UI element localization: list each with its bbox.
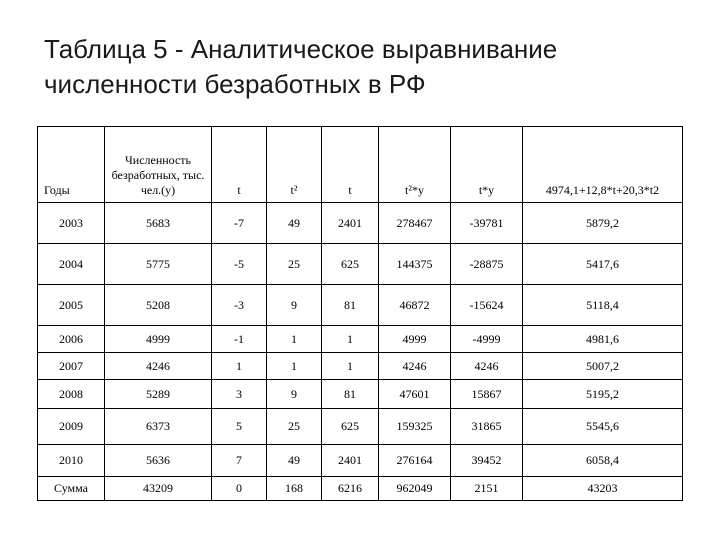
cell-y: 5289 bbox=[105, 380, 212, 409]
cell-trend: 5118,4 bbox=[523, 285, 683, 326]
title-line-2: численности безработных в РФ bbox=[44, 69, 426, 99]
cell-t4: 625 bbox=[322, 244, 379, 285]
cell-t2: 25 bbox=[267, 409, 322, 445]
cell-ty: 39452 bbox=[451, 445, 523, 477]
cell-t: 7 bbox=[212, 445, 267, 477]
table-header-row bbox=[38, 127, 683, 203]
cell-t: 1 bbox=[212, 353, 267, 380]
cell-t2: 9 bbox=[267, 285, 322, 326]
cell-t2: 1 bbox=[267, 353, 322, 380]
cell-trend: 4981,6 bbox=[523, 326, 683, 353]
cell-t2y: 276164 bbox=[379, 445, 451, 477]
title-line-1: Таблица 5 - Аналитическое выравнивание bbox=[44, 34, 558, 64]
cell-year: 2004 bbox=[38, 244, 105, 285]
cell-ty: 15867 bbox=[451, 380, 523, 409]
cell-t2y: 4999 bbox=[379, 326, 451, 353]
cell-t2: 1 bbox=[267, 326, 322, 353]
cell-t: -5 bbox=[212, 244, 267, 285]
cell-t2y: 46872 bbox=[379, 285, 451, 326]
cell-y: 5636 bbox=[105, 445, 212, 477]
cell-t2y: 962049 bbox=[379, 477, 451, 501]
cell-year: 2008 bbox=[38, 380, 105, 409]
cell-y: 5683 bbox=[105, 203, 212, 244]
cell-t4: 2401 bbox=[322, 445, 379, 477]
cell-trend: 5879,2 bbox=[523, 203, 683, 244]
cell-t: 0 bbox=[212, 477, 267, 501]
cell-trend: 5007,2 bbox=[523, 353, 683, 380]
cell-t4: 1 bbox=[322, 353, 379, 380]
cell-t4: 2401 bbox=[322, 203, 379, 244]
cell-trend: 5545,6 bbox=[523, 409, 683, 445]
cell-year: Сумма bbox=[38, 477, 105, 501]
cell-year: 2005 bbox=[38, 285, 105, 326]
header-years: Годы bbox=[38, 127, 105, 203]
header-trend-formula: 4974,1+12,8*t+20,3*t2 bbox=[523, 127, 683, 203]
cell-t4: 625 bbox=[322, 409, 379, 445]
cell-ty: -15624 bbox=[451, 285, 523, 326]
header-unemployed: Численность безработных, тыс. чел.(y) bbox=[105, 127, 212, 203]
cell-year: 2007 bbox=[38, 353, 105, 380]
table-row bbox=[38, 203, 683, 244]
header-t: t bbox=[212, 127, 267, 203]
cell-y: 4999 bbox=[105, 326, 212, 353]
cell-year: 2006 bbox=[38, 326, 105, 353]
table-row bbox=[38, 445, 683, 477]
cell-t: -1 bbox=[212, 326, 267, 353]
cell-trend: 5195,2 bbox=[523, 380, 683, 409]
table-row bbox=[38, 409, 683, 445]
cell-t: 3 bbox=[212, 380, 267, 409]
cell-ty: -4999 bbox=[451, 326, 523, 353]
table-row bbox=[38, 285, 683, 326]
table-row-total bbox=[38, 477, 683, 501]
cell-t: 5 bbox=[212, 409, 267, 445]
cell-ty: 4246 bbox=[451, 353, 523, 380]
cell-trend: 6058,4 bbox=[523, 445, 683, 477]
header-t-fourth: t bbox=[322, 127, 379, 203]
cell-ty: 31865 bbox=[451, 409, 523, 445]
cell-t4: 1 bbox=[322, 326, 379, 353]
cell-ty: 2151 bbox=[451, 477, 523, 501]
table-row bbox=[38, 244, 683, 285]
cell-t2y: 278467 bbox=[379, 203, 451, 244]
header-t-squared: t² bbox=[267, 127, 322, 203]
cell-y: 5775 bbox=[105, 244, 212, 285]
cell-t2y: 144375 bbox=[379, 244, 451, 285]
cell-y: 6373 bbox=[105, 409, 212, 445]
cell-t4: 81 bbox=[322, 380, 379, 409]
table-row bbox=[38, 353, 683, 380]
unemployment-table bbox=[37, 126, 683, 501]
table-row bbox=[38, 326, 683, 353]
cell-t2: 49 bbox=[267, 203, 322, 244]
cell-y: 43209 bbox=[105, 477, 212, 501]
cell-trend: 5417,6 bbox=[523, 244, 683, 285]
header-t-squared-y: t²*y bbox=[379, 127, 451, 203]
table-row bbox=[38, 380, 683, 409]
cell-ty: -39781 bbox=[451, 203, 523, 244]
cell-t2y: 159325 bbox=[379, 409, 451, 445]
cell-t2y: 4246 bbox=[379, 353, 451, 380]
cell-year: 2010 bbox=[38, 445, 105, 477]
cell-t2: 25 bbox=[267, 244, 322, 285]
cell-year: 2003 bbox=[38, 203, 105, 244]
cell-year: 2009 bbox=[38, 409, 105, 445]
cell-t: -7 bbox=[212, 203, 267, 244]
cell-y: 5208 bbox=[105, 285, 212, 326]
cell-t2: 9 bbox=[267, 380, 322, 409]
cell-t2y: 47601 bbox=[379, 380, 451, 409]
cell-y: 4246 bbox=[105, 353, 212, 380]
cell-t4: 6216 bbox=[322, 477, 379, 501]
cell-t4: 81 bbox=[322, 285, 379, 326]
cell-ty: -28875 bbox=[451, 244, 523, 285]
cell-t2: 49 bbox=[267, 445, 322, 477]
cell-trend: 43203 bbox=[523, 477, 683, 501]
cell-t: -3 bbox=[212, 285, 267, 326]
header-t-y: t*y bbox=[451, 127, 523, 203]
cell-t2: 168 bbox=[267, 477, 322, 501]
slide-title bbox=[44, 32, 684, 102]
